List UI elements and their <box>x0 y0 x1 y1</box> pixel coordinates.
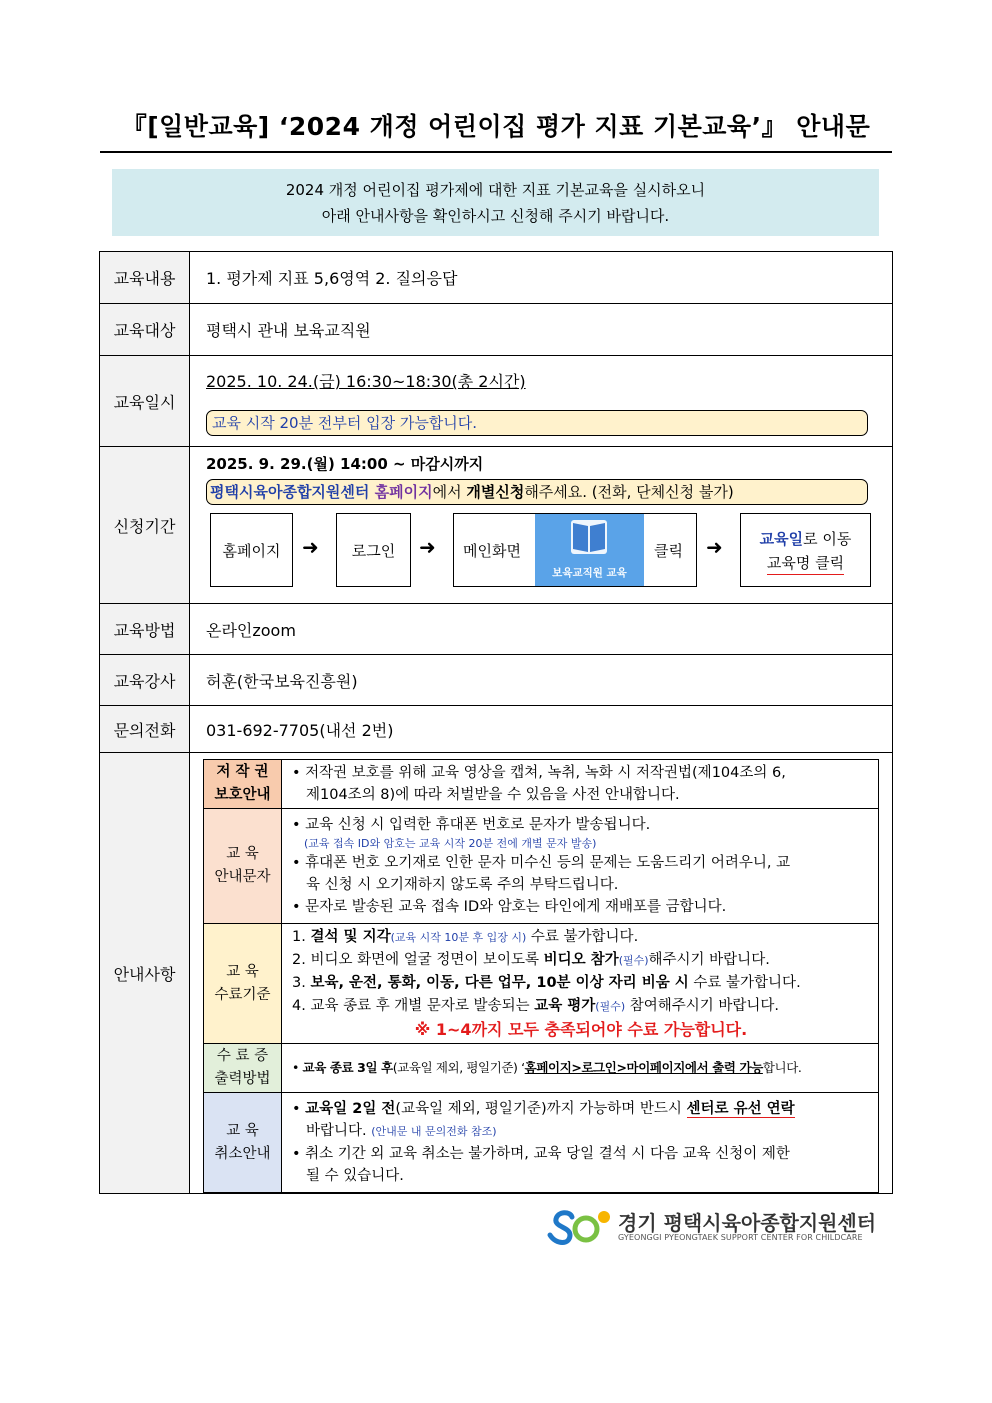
cert-d: 홈페이지>로그인>마이페이지에서 출력 가능 <box>524 1060 763 1075</box>
completion-item-4 <box>292 995 870 1018</box>
notice-certificate-label-1: 수 료 증 <box>216 1048 269 1064</box>
step-course-move: 로 이동 <box>803 529 852 548</box>
notice-copyright-label <box>204 760 282 809</box>
book-banner-label: 보육교직원 교육 <box>552 567 627 579</box>
row-target <box>100 304 893 356</box>
c1d: 수료 불가합니다. <box>526 929 639 945</box>
row-content <box>100 252 893 304</box>
label-apply: 신청기간 <box>100 447 190 604</box>
center-name-en: GYEONGGI PYEONGTAEK SUPPORT CENTER FOR CHILDCARE <box>618 1233 863 1242</box>
notice-sms-text <box>282 809 879 924</box>
notice-table <box>203 759 879 1193</box>
step-course-line1 <box>760 526 852 552</box>
intro-line-1: 2024 개정 어린이집 평가제에 대한 지표 기본교육을 실시하오니 <box>285 180 706 199</box>
notice-copyright-label-1: 저 작 권 <box>216 764 269 780</box>
c3a: 3. <box>292 975 311 991</box>
center-name-kr: 경기 평택시육아종합지원센터 <box>618 1211 877 1235</box>
apply-period: 2025. 9. 29.(월) 14:00 ~ 마감시까지 <box>206 455 484 473</box>
notice-completion-label <box>204 924 282 1044</box>
notice-cancel <box>204 1093 879 1193</box>
cancel-line-2: • 취소 기간 외 교육 취소는 불가하며, 교육 당일 결석 시 다음 교육 신청이 제한 <box>292 1146 790 1162</box>
row-apply <box>100 447 893 604</box>
cancel-line-1b <box>292 1120 870 1143</box>
cl1b: 교육일 2일 전 <box>305 1101 396 1117</box>
cl1a: • <box>292 1101 306 1117</box>
c1c: (교육 시작 10분 후 입장 시) <box>390 931 527 944</box>
cert-a: • <box>292 1060 303 1075</box>
arrow-icon-1: ➜ <box>302 535 319 559</box>
apply-note-from: 에서 <box>432 483 467 501</box>
apply-note-individual: 개별신청 <box>466 483 525 501</box>
step-click: 클릭 <box>654 542 683 560</box>
label-phone: 문의전화 <box>100 706 190 753</box>
cl1f: (안내문 내 문의전화 참조) <box>371 1125 497 1138</box>
cancel-line-1 <box>292 1098 870 1120</box>
notice-certificate-label-2: 출력방법 <box>214 1071 271 1087</box>
step-main-label: 메인화면 <box>463 542 521 560</box>
c3b: 보육, 운전, 통화, 이동, 다른 업무, 10분 이상 자리 비움 시 <box>310 975 689 991</box>
notice-completion <box>204 924 879 1044</box>
value-apply-cell <box>190 447 893 604</box>
label-datetime: 교육일시 <box>100 356 190 447</box>
apply-note-center: 평택시육아종합지원센터 <box>210 483 375 501</box>
notice-cancel-label-2: 취소안내 <box>214 1145 271 1162</box>
cert-c: (교육일 제외, 평일기준) ‘ <box>392 1060 525 1075</box>
completion-item-2 <box>292 949 870 972</box>
apply-note <box>206 479 868 505</box>
label-method: 교육방법 <box>100 604 190 655</box>
arrow-icon-3: ➜ <box>706 535 723 559</box>
cert-e: 합니다. <box>762 1060 802 1075</box>
c1a: 1. <box>292 929 311 945</box>
cl1c: (교육일 제외, 평일기준)까지 가능하며 반드시 <box>395 1101 687 1117</box>
c2b: 비디오 참가 <box>543 952 619 968</box>
completion-item-3 <box>292 972 870 995</box>
c4d: 참여해주시기 바랍니다. <box>625 998 780 1014</box>
label-notice: 안내사항 <box>100 753 190 1194</box>
c4b: 교육 평가 <box>534 998 596 1014</box>
center-logo-icon <box>546 1205 612 1247</box>
page-title: 『[일반교육] ‘2024 개정 어린이집 평가 지표 기본교육’』 안내문 <box>100 98 892 153</box>
step-course-date: 교육일 <box>759 529 804 548</box>
cl1d: 센터로 유선 연락 <box>686 1101 795 1117</box>
notice-completion-label-1: 교 육 <box>226 963 259 980</box>
notice-copyright <box>204 760 879 809</box>
value-lecturer: 허훈(한국보육진흥원) <box>190 655 893 706</box>
value-phone: 031-692-7705(내선 2번) <box>190 706 893 753</box>
notice-copyright-label-2: 보호안내 <box>214 787 271 803</box>
row-method <box>100 604 893 655</box>
row-phone <box>100 706 893 753</box>
notice-sms-label <box>204 809 282 924</box>
intro-line-2: 아래 안내사항을 확인하시고 신청해 주시기 바랍니다. <box>321 206 670 225</box>
notice-copyright-text <box>282 760 879 809</box>
step-main <box>453 513 697 587</box>
apply-note-homepage: 홈페이지 <box>374 483 433 501</box>
apply-note-rest: 해주세요. (전화, 단체신청 불가) <box>524 483 734 501</box>
cl1e: 바랍니다. <box>306 1123 372 1139</box>
notice-completion-label-2: 수료기준 <box>214 986 271 1003</box>
c2c: (필수) <box>618 954 649 967</box>
notice-sms-label-1: 교 육 <box>226 846 259 862</box>
step-login: 로그인 <box>336 513 411 587</box>
row-datetime <box>100 356 893 447</box>
notice-sms-label-2: 안내문자 <box>214 869 271 885</box>
arrow-icon-2: ➜ <box>419 535 436 559</box>
notice-certificate-text <box>282 1044 879 1093</box>
completion-warning: ※ 1~4까지 모두 충족되어야 수료 가능합니다. <box>414 1020 748 1039</box>
sms-line-1: • 교육 신청 시 입력한 휴대폰 번호로 문자가 발송됩니다. <box>292 817 651 833</box>
notice-certificate <box>204 1044 879 1093</box>
c4a: 4. 교육 종료 후 개별 문자로 발송되는 <box>292 998 535 1014</box>
c2d: 해주시기 바랍니다. <box>648 952 770 968</box>
cert-b: 교육 종료 3일 후 <box>302 1060 393 1075</box>
notice-cancel-text <box>282 1093 879 1193</box>
value-datetime: 2025. 10. 24.(금) 16:30~18:30(총 2시간) <box>206 372 526 391</box>
c1b: 결석 및 지각 <box>310 929 391 945</box>
c3c: 수료 불가합니다. <box>688 975 801 991</box>
intro-box <box>112 169 879 236</box>
cancel-line-2b: 될 수 있습니다. <box>306 1168 404 1184</box>
value-datetime-cell <box>190 356 893 447</box>
book-banner <box>535 514 644 586</box>
c4c: (필수) <box>595 1000 626 1013</box>
label-target: 교육대상 <box>100 304 190 356</box>
copyright-line-2: 제104조의 8)에 따라 처벌받을 수 있음을 사전 안내합니다. <box>306 787 680 803</box>
sms-line-1-note: (교육 접속 ID와 암호는 교육 시작 20분 전에 개별 문자 발송) <box>304 837 597 850</box>
copyright-line-1: • 저작권 보호를 위해 교육 영상을 캡쳐, 녹취, 녹화 시 저작권법(제104조의 6, <box>292 765 786 781</box>
value-target: 평택시 관내 보육교직원 <box>190 304 893 356</box>
value-content: 1. 평가제 지표 5,6영역 2. 질의응답 <box>190 252 893 304</box>
label-lecturer: 교육강사 <box>100 655 190 706</box>
notice-cancel-label-1: 교 육 <box>226 1122 259 1139</box>
completion-item-1 <box>292 926 870 949</box>
entry-note: 교육 시작 20분 전부터 입장 가능합니다. <box>206 410 868 436</box>
sms-line-3: • 문자로 발송된 교육 접속 ID와 암호는 타인에게 재배포를 금합니다. <box>292 899 727 915</box>
label-content: 교육내용 <box>100 252 190 304</box>
center-logo <box>546 1205 896 1247</box>
sms-line-2b: 육 신청 시 오기재하지 않도록 주의 부탁드립니다. <box>306 877 619 893</box>
step-course-click: 교육명 클릭 <box>767 552 844 575</box>
c2a: 2. 비디오 화면에 얼굴 정면이 보이도록 <box>292 952 544 968</box>
notice-completion-text <box>282 924 879 1044</box>
step-homepage: 홈페이지 <box>210 513 293 587</box>
row-lecturer <box>100 655 893 706</box>
sms-line-2: • 휴대폰 번호 오기재로 인한 문자 미수신 등의 문제는 도움드리기 어려우니, 교 <box>292 855 791 871</box>
value-method: 온라인zoom <box>190 604 893 655</box>
notice-sms <box>204 809 879 924</box>
notice-cancel-label <box>204 1093 282 1193</box>
step-course <box>740 513 871 587</box>
notice-certificate-label <box>204 1044 282 1093</box>
